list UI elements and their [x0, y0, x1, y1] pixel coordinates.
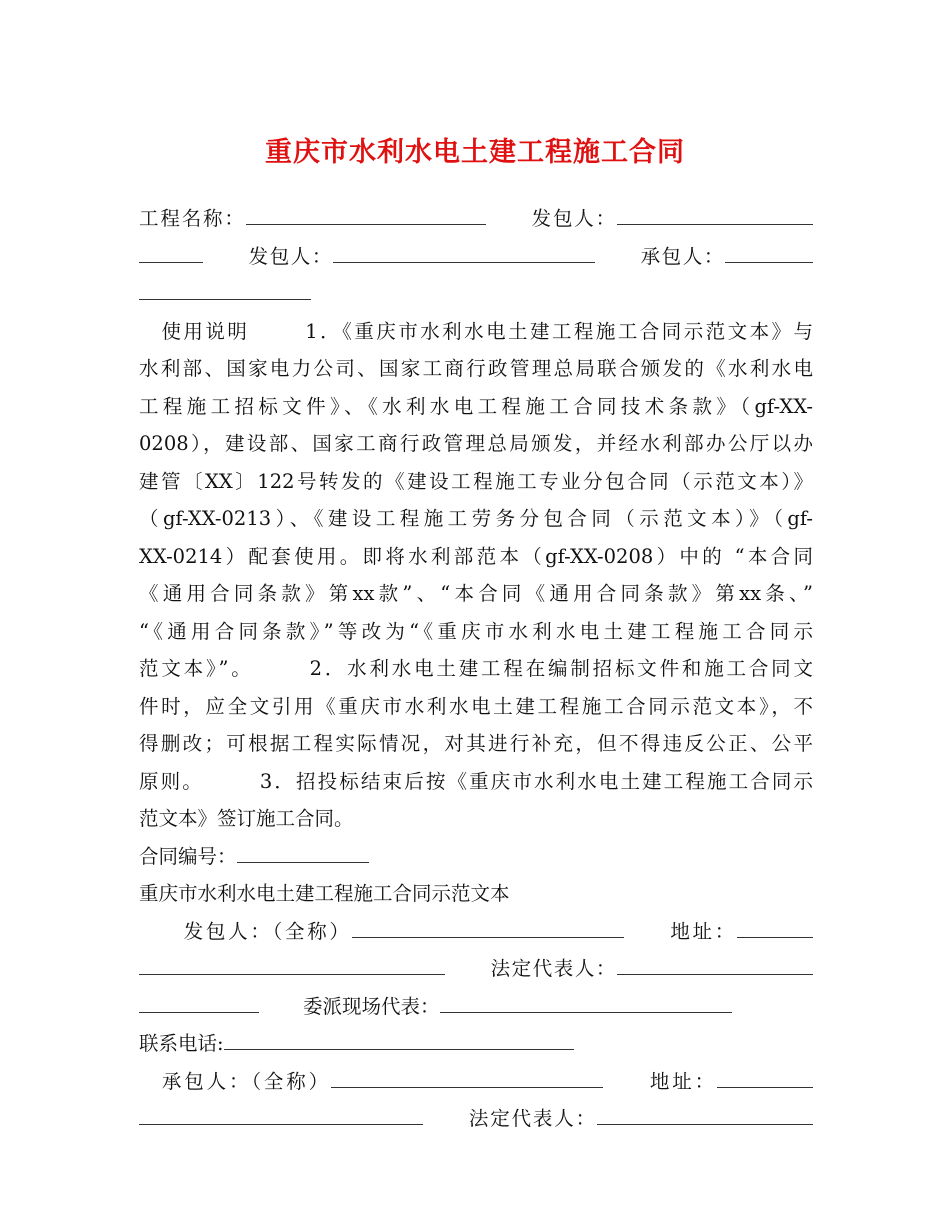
instructions-line-10 — [139, 650, 813, 688]
document-title: 重庆市水利水电土建工程施工合同 — [265, 137, 685, 168]
contract-number-line — [139, 838, 813, 876]
employer-fullname-line — [139, 913, 813, 951]
employer-legal-rep-line — [139, 950, 813, 988]
instruction-1-line: 《通用合同条款》第xx款”、“本合同《通用合同条款》第xx条、” — [139, 582, 813, 605]
site-rep-blank — [440, 988, 732, 1013]
project-name-label: 工程名称： — [139, 207, 246, 230]
instruction-1-line: 水利部、国家电力公司、国家工商行政管理总局联合颁发的《水利水电 — [139, 357, 813, 380]
contractor-fullname-label: 承包人：（全称） — [159, 1069, 332, 1093]
phone-label: 联系电话: — [139, 1032, 224, 1055]
employer-legal-rep-label: 法定代表人： — [489, 957, 617, 980]
employer-blank — [617, 200, 813, 225]
employer-address-blank — [737, 913, 813, 938]
instruction-2-first: 2．水利水电土建工程在编制招标文件和施工合同文 — [309, 657, 813, 680]
employer-label: 发包人： — [529, 207, 617, 230]
phone-line — [139, 1025, 813, 1063]
header-line-3 — [139, 275, 813, 313]
contractor-legal-rep-line — [139, 1100, 813, 1138]
employer-blank-2 — [333, 238, 595, 263]
instruction-3-last: 范文本》签订施工合同。 — [139, 807, 354, 830]
contractor-legal-rep-label: 法定代表人： — [467, 1107, 597, 1130]
instructions-line-13 — [139, 763, 813, 801]
employer-legal-rep-blank-cont — [139, 988, 259, 1013]
contractor-address-blank — [717, 1063, 813, 1088]
contractor-fullname-blank — [331, 1063, 603, 1088]
contractor-blank-cont — [139, 275, 311, 300]
instructions-heading: 使用说明 — [159, 319, 250, 343]
instruction-1-line: “《通用合同条款》”等改为“《重庆市水利水电土建工程施工合同示 — [139, 619, 813, 643]
instruction-1-line: 0208），建设部、国家工商行政管理总局颁发，并经水利部办公厅以办 — [139, 432, 813, 455]
employer-site-rep-line — [139, 988, 813, 1026]
instruction-2-line: 件时，应全文引用《重庆市水利水电土建工程施工合同示范文本》，不 — [139, 694, 813, 718]
instruction-1-line: XX-0214）配套使用。即将水利部范本（gf-XX-0208）中的 “本合同 — [139, 544, 813, 568]
contractor-address-label: 地址： — [647, 1069, 717, 1093]
employer-blank-cont — [139, 238, 203, 263]
employer-legal-rep-blank — [617, 950, 813, 975]
template-name: 重庆市水利水电土建工程施工合同示范文本 — [139, 882, 510, 905]
phone-blank — [224, 1025, 574, 1050]
header-line-1 — [139, 200, 813, 238]
instruction-1-line: 1．《重庆市水利水电土建工程施工合同示范文本》与 — [305, 319, 813, 343]
contractor-fullname-line — [139, 1063, 813, 1101]
project-name-blank — [246, 200, 486, 225]
instruction-1-line: 范文本》”。 — [139, 657, 254, 680]
employer-address-blank-cont — [139, 950, 445, 975]
contractor-legal-rep-blank — [597, 1100, 813, 1125]
site-rep-label: 委派现场代表： — [303, 994, 440, 1018]
contractor-blank — [725, 238, 813, 263]
instruction-2-line: 原则。 — [139, 769, 204, 793]
contract-number-label: 合同编号： — [139, 844, 237, 868]
instructions-line-1 — [139, 313, 813, 351]
instruction-1-line: （gf-XX-0213）、《建设工程施工劳务分包合同（示范文本）》（gf- — [139, 507, 813, 530]
instruction-2-line: 得删改；可根据工程实际情况，对其进行补充，但不得违反公正、公平 — [139, 732, 813, 755]
employer-label-2: 发包人： — [247, 244, 333, 268]
employer-address-label: 地址： — [667, 919, 737, 943]
employer-fullname-blank — [352, 913, 624, 938]
contractor-label: 承包人： — [638, 244, 725, 268]
header-line-2 — [139, 238, 813, 276]
instruction-1-line: 建管〔XX〕122号转发的《建设工程施工专业分包合同（示范文本）》 — [139, 469, 813, 493]
employer-fullname-label: 发包人：（全称） — [181, 919, 352, 943]
document-body — [139, 200, 813, 1138]
contract-number-blank — [237, 838, 369, 863]
instruction-1-line: 工程施工招标文件》、《水利水电工程施工合同技术条款》（gf-XX- — [139, 394, 813, 418]
instruction-3-first: 3．招投标结束后按《重庆市水利水电土建工程施工合同示 — [259, 769, 813, 793]
contractor-address-blank-cont — [139, 1100, 423, 1125]
